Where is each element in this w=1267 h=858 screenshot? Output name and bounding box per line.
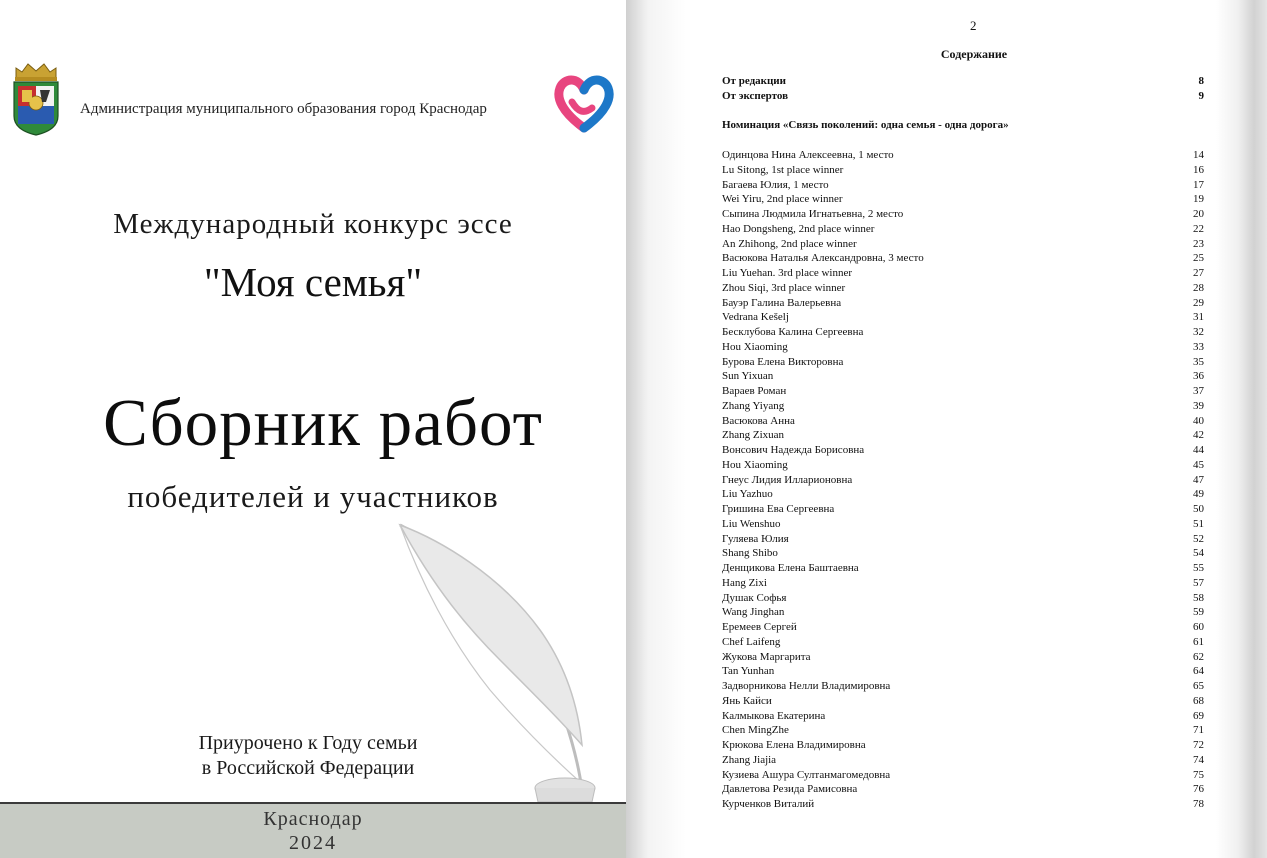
toc-entry-title: Zhou Siqi, 3rd place winner xyxy=(722,281,846,294)
toc-entry-title: Жукова Маргарита xyxy=(722,650,811,663)
toc-entry-page: 58 xyxy=(1193,591,1204,604)
toc-entry-title: Hao Dongsheng, 2nd place winner xyxy=(722,222,875,235)
toc-entry-title: Вараев Роман xyxy=(722,385,787,397)
toc-entry-page: 29 xyxy=(1193,296,1204,309)
toc-entry-title: Liu Yuehan. 3rd place winner xyxy=(722,267,853,279)
toc-entry-title: Chen MingZhe xyxy=(722,724,789,737)
toc-entry-title: Багаева Юлия, 1 место xyxy=(722,178,829,191)
toc-entry-title: Chef Laifeng xyxy=(722,635,781,648)
collection-title: Сборник работ xyxy=(103,386,543,460)
toc-entry-page: 36 xyxy=(1193,370,1204,383)
toc-entry-page: 42 xyxy=(1193,429,1204,442)
toc-entry-title: Одинцова Нина Алексеевна, 1 место xyxy=(722,149,894,161)
toc-entry-page: 74 xyxy=(1193,753,1204,766)
toc-entry-title: An Zhihong, 2nd place winner xyxy=(722,237,857,250)
toc-entry-title: Lu Sitong, 1st place winner xyxy=(722,163,844,176)
cover-page xyxy=(0,0,626,858)
toc-entry-title: Zhang Zixuan xyxy=(722,429,785,442)
toc-entry-title: Vedrana Kešelj xyxy=(722,311,789,324)
toc-entry-title: Бурова Елена Викторовна xyxy=(722,355,844,368)
toc-entry-page: 60 xyxy=(1193,621,1204,633)
toc-entry-page: 9 xyxy=(1198,89,1204,102)
toc-entry-title: От редакции xyxy=(722,75,786,87)
coat-of-arms-icon xyxy=(10,58,62,136)
toc-entry-page: 72 xyxy=(1193,739,1204,751)
toc-entry-title: Кузиева Ашура Султанмагомедовна xyxy=(722,768,891,781)
nomination-heading: Номинация «Связь поколений: одна семья - одна дорога» xyxy=(722,119,1009,131)
toc-entry-title: Калмыкова Екатерина xyxy=(722,709,826,722)
toc-entry-page: 33 xyxy=(1193,340,1204,353)
toc-entry-title: Янь Кайси xyxy=(722,694,772,707)
toc-entry-title: Задворникова Нелли Владимировна xyxy=(722,680,891,692)
toc-entry-title: Liu Wenshuo xyxy=(722,517,781,530)
toc-entry-page: 35 xyxy=(1193,355,1204,368)
toc-entry-page: 17 xyxy=(1193,178,1204,191)
toc-entry-title: Денщикова Елена Баштаевна xyxy=(722,562,859,574)
collection-subtitle: победителей и участников xyxy=(127,479,499,514)
toc-entry-title: Еремеев Сергей xyxy=(722,621,797,633)
toc-entry-title: Бесклубова Калина Сергеевна xyxy=(722,326,864,338)
toc-entry-page: 22 xyxy=(1193,222,1204,235)
toc-entry-page: 52 xyxy=(1193,532,1204,545)
toc-entry-title: Wei Yiru, 2nd place winner xyxy=(722,193,843,206)
toc-entry-title: Tan Yunhan xyxy=(722,665,775,678)
toc-entry-page: 68 xyxy=(1193,694,1204,707)
toc-entry-page: 61 xyxy=(1193,635,1204,648)
toc-entry-title: Давлетова Резида Рамисовна xyxy=(722,783,858,796)
administration-name: Администрация муниципального образования город Краснодар xyxy=(80,101,487,117)
contents-page xyxy=(626,0,1267,858)
toc-entry-title: Sun Yixuan xyxy=(722,370,774,383)
toc-entry-page: 62 xyxy=(1193,650,1204,663)
toc-entry-page: 65 xyxy=(1193,680,1204,692)
toc-entry-title: Zhang Jiajia xyxy=(722,753,777,766)
year: 2024 xyxy=(289,832,337,854)
toc-entry-title: Крюкова Елена Владимировна xyxy=(722,739,866,751)
toc-entry-page: 64 xyxy=(1193,665,1204,678)
toc-entry-title: Hang Zixi xyxy=(722,576,767,589)
toc-entry-title: Курченков Виталий xyxy=(722,798,815,810)
heart-logo-icon xyxy=(552,68,616,134)
contest-name: "Моя семья" xyxy=(203,259,423,305)
toc-entry-page: 8 xyxy=(1198,75,1204,87)
toc-entry-title: Сыпина Людмила Игнатьевна, 2 место xyxy=(722,208,904,220)
toc-entry-title: Васюкова Наталья Александровна, 3 место xyxy=(722,252,924,265)
toc-entry-page: 45 xyxy=(1193,458,1204,471)
toc-entry-title: Гришина Ева Сергеевна xyxy=(722,503,835,515)
toc-entry-page: 28 xyxy=(1193,281,1204,294)
toc-entry-page: 57 xyxy=(1193,576,1204,589)
toc-entry-page: 16 xyxy=(1193,163,1204,176)
toc-entry-page: 78 xyxy=(1193,798,1204,810)
toc-entry-page: 50 xyxy=(1193,503,1204,515)
toc-entry-page: 44 xyxy=(1193,444,1204,456)
toc-entry-page: 40 xyxy=(1193,414,1204,427)
dedication xyxy=(168,731,448,781)
contest-heading: Международный конкурс эссе xyxy=(113,208,513,240)
toc-entry-page: 71 xyxy=(1193,724,1204,737)
toc-entry-page: 20 xyxy=(1193,208,1204,220)
toc-entry-page: 76 xyxy=(1193,783,1204,796)
toc-entry-page: 23 xyxy=(1193,237,1204,250)
toc-entry-page: 25 xyxy=(1193,252,1204,265)
toc-entry-title: Hou Xiaoming xyxy=(722,458,788,471)
toc-entry-page: 59 xyxy=(1193,606,1204,619)
toc-entry-title: Гуляева Юлия xyxy=(722,532,789,545)
contents-title: Содержание xyxy=(940,47,1008,61)
toc-entry-title: Гнеус Лидия Илларионовна xyxy=(722,473,853,486)
city: Краснодар xyxy=(263,808,363,830)
dedication-line-1: Приурочено к Году семьи xyxy=(198,732,418,754)
toc-entry-page: 51 xyxy=(1193,517,1204,530)
dedication-line-2: в Российской Федерации xyxy=(201,757,415,779)
toc-entry-page: 54 xyxy=(1193,547,1204,560)
toc-entry-title: Wang Jinghan xyxy=(722,606,785,619)
toc-entry-title: Hou Xiaoming xyxy=(722,340,788,353)
toc-entry-title: Душак Софья xyxy=(722,591,787,604)
toc-entry-page: 39 xyxy=(1193,399,1204,412)
toc-entry-page: 49 xyxy=(1193,488,1204,501)
toc-entry-page: 75 xyxy=(1193,768,1204,781)
toc-entry-title: От экспертов xyxy=(722,89,789,102)
toc-entry-page: 27 xyxy=(1193,267,1204,279)
toc-entry-page: 55 xyxy=(1193,562,1204,574)
toc-entry-page: 47 xyxy=(1193,473,1204,486)
toc-entry-title: Вонсович Надежда Борисовна xyxy=(722,444,865,456)
toc-entry-title: Zhang Yiyang xyxy=(722,399,785,412)
toc-entry-page: 19 xyxy=(1193,193,1204,206)
toc-entry-title: Васюкова Анна xyxy=(722,414,795,427)
toc-entry-page: 69 xyxy=(1193,709,1204,722)
toc-entry-page: 32 xyxy=(1193,326,1204,338)
toc-entry-title: Бауэр Галина Валерьевна xyxy=(722,296,842,309)
toc-entry-page: 31 xyxy=(1193,311,1204,324)
page-number: 2 xyxy=(970,18,977,33)
toc-entry-title: Liu Yazhuo xyxy=(722,488,773,501)
toc-entry-page: 37 xyxy=(1193,385,1204,397)
toc-entry-page: 14 xyxy=(1193,149,1204,161)
toc-entry-title: Shang Shibo xyxy=(722,547,778,560)
